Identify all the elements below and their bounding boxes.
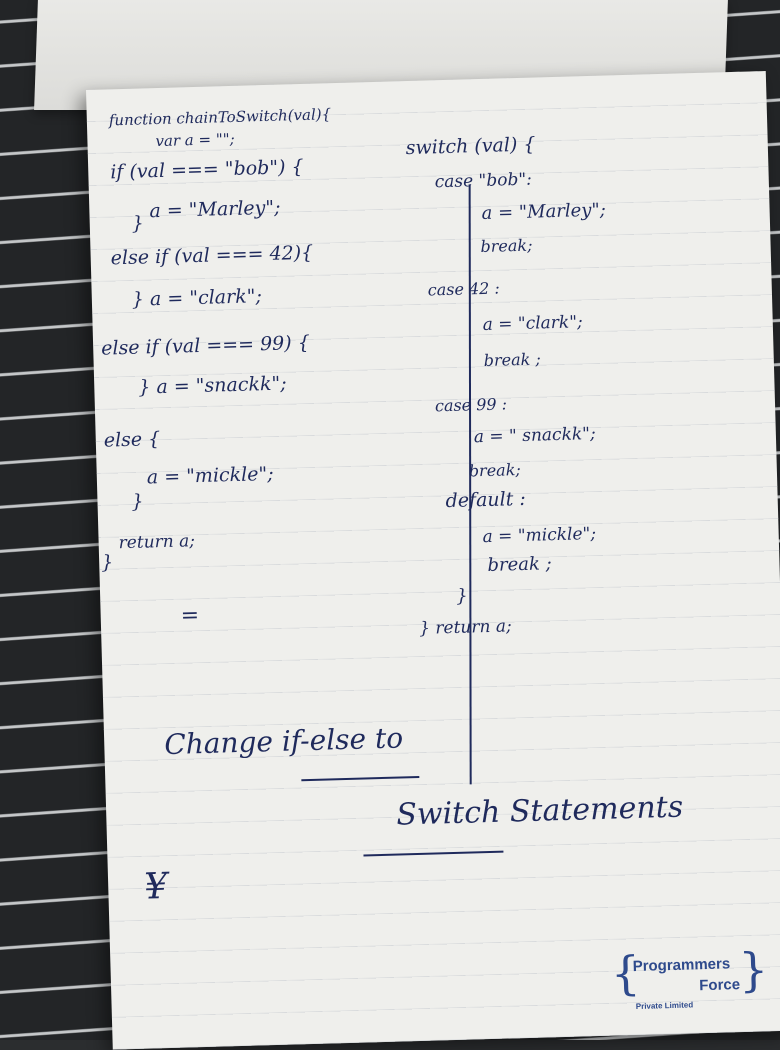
notebook-page [86, 71, 780, 1050]
left-brace-icon: { [610, 945, 641, 1001]
logo-text-force: Force [699, 976, 741, 995]
right-code-line: a = "Marley"; [481, 199, 607, 224]
column-divider [469, 184, 472, 784]
right-brace-icon: } [738, 942, 769, 998]
left-code-line: a = "mickle"; [146, 462, 274, 489]
right-code-line: case 42 : [427, 278, 501, 300]
heading-line-2: Switch Statements [395, 789, 684, 833]
left-code-line: } a = "clark"; [131, 285, 263, 311]
right-code-line: } [455, 585, 469, 607]
right-code-line: break; [480, 235, 533, 257]
left-code-line: return a; [118, 531, 196, 554]
right-code-line: default : [445, 487, 527, 513]
left-code-line: } [131, 490, 144, 513]
heading-underline [301, 776, 419, 781]
left-code-line: else { [103, 428, 161, 452]
left-code-line: else if (val === 99) { [100, 331, 311, 360]
logo-text-private-limited: Private Limited [635, 1000, 694, 1012]
right-code-line: } return a; [418, 616, 512, 639]
left-code-line: if (val === "bob") { [110, 155, 304, 184]
right-code-line: switch (val) { [405, 133, 536, 160]
left-code-line: = [180, 603, 200, 629]
right-code-line: case "bob": [434, 169, 533, 193]
heading-line-1: Change if-else to [163, 721, 404, 762]
right-code-line: break ; [487, 553, 552, 576]
right-code-line: a = " snackk"; [473, 423, 596, 448]
left-code-line: a = "Marley"; [149, 196, 281, 223]
right-code-line: break; [468, 460, 522, 481]
right-code-line: a = "clark"; [482, 312, 584, 336]
right-code-line: a = "mickle"; [482, 523, 597, 548]
heading-underline [363, 851, 503, 857]
right-code-line: case 99 : [434, 394, 508, 416]
left-code-line: var a = ""; [155, 129, 235, 151]
left-code-line: function chainToSwitch(val){ [108, 105, 332, 130]
left-code-line: } a = "snackk"; [138, 372, 287, 399]
left-code-line: } [131, 212, 145, 235]
right-code-line: break ; [483, 349, 542, 370]
left-code-line: else if (val === 42){ [110, 241, 314, 270]
left-code-line: } [100, 551, 114, 574]
ink-mark: ¥ [143, 866, 168, 908]
logo-text-programmers: Programmers [632, 955, 731, 976]
programmers-force-logo [610, 942, 769, 1023]
